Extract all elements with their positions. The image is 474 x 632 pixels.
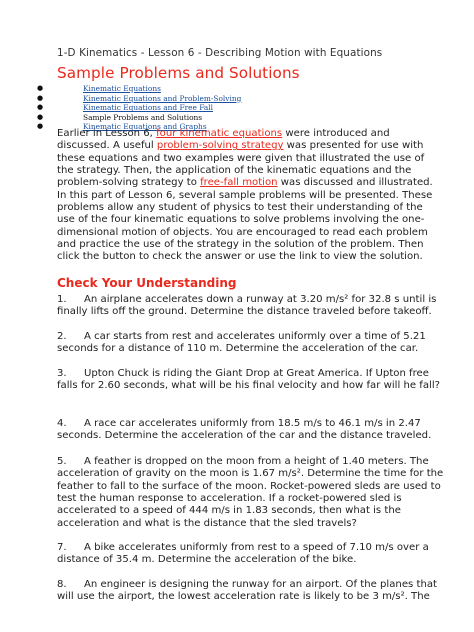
bullet-icon: ● xyxy=(37,84,44,92)
problem-number: 2. xyxy=(57,331,67,342)
problem-text: A feather is dropped on the moon from a height of 1.40 meters. The acceleration of gravity on the moon is 1.67 m/s². Determine the time for the feather to fall to the surface of the moon. xyxy=(57,456,444,492)
problem-item xyxy=(57,542,449,567)
breadcrumb: 1-D Kinematics - Lesson 6 - Describing Motion with Equations xyxy=(57,47,383,59)
toc-link-problem-solving[interactable]: Kinematic Equations and Problem-Solving xyxy=(83,93,242,103)
lesson-toc xyxy=(37,84,241,132)
problem-number: 4. xyxy=(57,418,67,429)
problem-text: An engineer is designing the runway for an airport. Of the planes that will use the airport, the lowest acceleration rate is likely to be 3 m/s². The xyxy=(57,579,437,603)
toc-item-current xyxy=(37,113,241,123)
problem-text: Upton Chuck is riding the Giant Drop at Great America. If Upton free falls for 2.60 seconds, what will be his final velocity and how far will he fall? xyxy=(57,368,440,392)
section-heading: Check Your Understanding xyxy=(57,276,237,290)
link-four-kinematic-equations[interactable]: four kinematic equations xyxy=(156,128,283,139)
bullet-icon: ● xyxy=(37,93,44,102)
intro-text: was presented for use with these equations and two examples were given that illustrated the use of the strategy. Then, the application of the kinematic equations and the problem-solving strategy to xyxy=(57,140,425,189)
problem-item xyxy=(57,331,449,356)
toc-item[interactable] xyxy=(37,103,241,113)
intro-paragraph xyxy=(57,128,443,264)
problem-number: 8. xyxy=(57,579,67,590)
bullet-icon: ● xyxy=(37,122,44,131)
problem-item xyxy=(57,418,449,443)
problem-number: 1. xyxy=(57,294,67,305)
link-problem-solving-strategy[interactable]: problem-solving strategy xyxy=(156,140,284,152)
problem-item xyxy=(57,368,449,393)
toc-item[interactable] xyxy=(37,94,241,104)
intro-text: were introduced and discussed. A useful xyxy=(57,128,390,152)
problem-number: 3. xyxy=(57,368,67,379)
toc-item[interactable] xyxy=(37,84,241,94)
problem-item xyxy=(57,294,449,319)
toc-link-free-fall[interactable]: Kinematic Equations and Free Fall xyxy=(83,103,213,113)
problem-number: 5. xyxy=(57,456,67,467)
toc-link-kinematic-equations[interactable]: Kinematic Equations xyxy=(83,84,161,93)
toc-link-graphs[interactable]: Kinematic Equations and Graphs xyxy=(83,122,207,132)
intro-text: was discussed and illustrated. In this part of Lesson 6, several sample problems will be presented. These problems allow any student of physics to test their understanding of the use of the four kinematic equations to solve problems involving the one-dimensional motion of objects. You are encouraged to read each problem and practice the use of the strategy in the solution of the problem. Then click the button to check the answer or use the link to view the solution. xyxy=(57,177,433,263)
problem-text: A race car accelerates uniformly from 18.5 m/s to 46.1 m/s in 2.47 seconds. Determine the acceleration of the car and the distance traveled. xyxy=(57,418,432,442)
page-title: Sample Problems and Solutions xyxy=(57,64,300,82)
problem-item xyxy=(57,456,449,530)
problem-number: 7. xyxy=(57,542,67,553)
problem-text: A car starts from rest and accelerates uniformly over a time of 5.21 seconds for a distance of 110 m. Determine the acceleration of the car. xyxy=(57,331,426,355)
problem-item xyxy=(57,579,449,604)
problem-text-continued: Rocket-powered sleds are used to test the human response to acceleration. If a rocket-powered sled is accelerated to a speed of 444 m/s in 1.83 seconds, then what is the acceleration and what is the distance that the sled travels? xyxy=(57,480,441,529)
bullet-icon: ● xyxy=(37,112,44,121)
link-free-fall-motion[interactable]: free-fall motion xyxy=(200,177,278,189)
bullet-icon: ● xyxy=(37,103,44,112)
toc-current-sample-problems: Sample Problems and Solutions xyxy=(83,112,203,122)
problem-text: A bike accelerates uniformly from rest to a speed of 7.10 m/s over a distance of 35.4 m. Determine the acceleration of the bike. xyxy=(57,542,429,566)
intro-text: Earlier in Lesson 6, xyxy=(57,128,157,139)
problem-text: An airplane accelerates down a runway at 3.20 m/s² for 32.8 s until is finally lifts off the ground. Determine the distance traveled before takeoff. xyxy=(57,294,437,318)
